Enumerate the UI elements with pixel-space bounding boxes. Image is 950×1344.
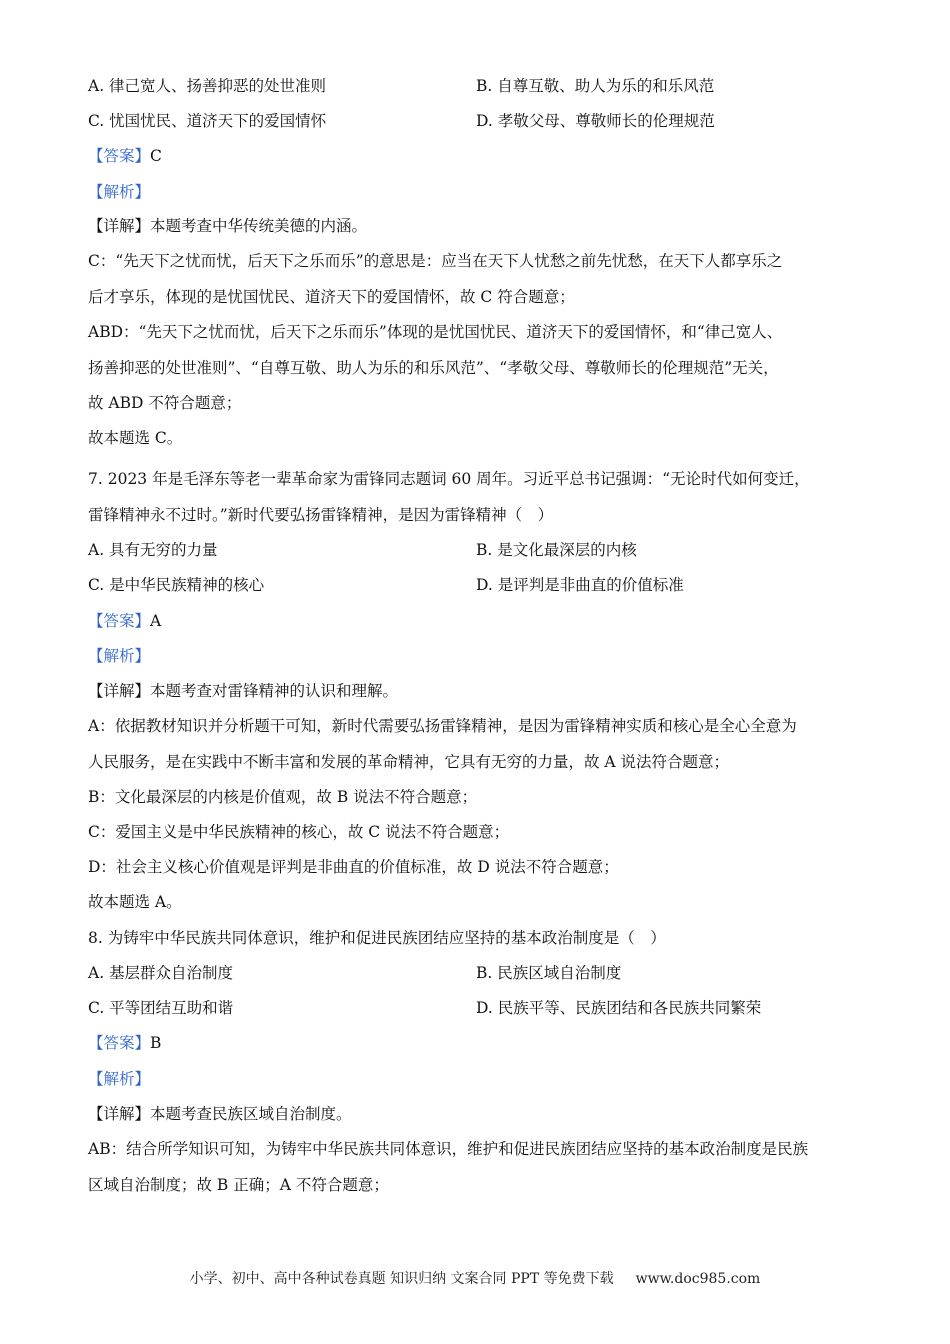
q7-line: C：爱国主义是中华民族精神的核心，故 C 说法不符合题意； — [88, 823, 510, 841]
detail-tag: 【详解】 — [88, 682, 151, 700]
q6-line: 扬善抑恶的处世准则”、“自尊互敬、助人为乐的和乐风范”、“孝敬父母、尊敬师长的伦理规范”无关， — [88, 359, 779, 377]
q6-line: ABD：“先天下之忧而忧，后天下之乐而乐”体现的是忧国忧民、道济天下的爱国情怀，和“律己宽人、 — [88, 323, 783, 341]
answer-value: C — [150, 147, 162, 165]
q7-line: 人民服务，是在实践中不断丰富和发展的革命精神，它具有无穷的力量，故 A 说法符合题意； — [88, 753, 730, 771]
detail-text: 本题考查民族区域自治制度。 — [150, 1105, 352, 1123]
q6-line: 后才享乐，体现的是忧国忧民、道济天下的爱国情怀，故 C 符合题意； — [88, 288, 575, 306]
q7-line: 故本题选 A。 — [88, 893, 182, 911]
q7-line: D：社会主义核心价值观是评判是非曲直的价值标准，故 D 说法不符合题意； — [88, 858, 619, 876]
q7-detail — [88, 679, 878, 703]
q8-option-d: D. 民族平等、民族团结和各民族共同繁荣 — [476, 999, 762, 1017]
detail-text: 本题考查对雷锋精神的认识和理解。 — [150, 682, 399, 700]
answer-value: A — [150, 612, 162, 630]
q8-detail — [88, 1102, 878, 1126]
q7-analysis-tag: 【解析】 — [88, 647, 151, 665]
q7-line: A：依据教材知识并分析题干可知，新时代需要弘扬雷锋精神，是因为雷锋精神实质和核心是全心全意为 — [88, 717, 797, 735]
answer-value: B — [150, 1034, 162, 1052]
q8-option-b: B. 民族区域自治制度 — [476, 964, 622, 982]
q7-stem: 雷锋精神永不过时。”新时代要弘扬雷锋精神，是因为雷锋精神（ ） — [88, 506, 554, 524]
footer-text: 小学、初中、高中各种试卷真题 知识归纳 文案合同 PPT 等免费下载 — [189, 1271, 614, 1287]
q8-line: AB：结合所学知识可知，为铸牢中华民族共同体意识，维护和促进民族团结应坚持的基本政治制度是民族 — [88, 1140, 809, 1158]
q7-answer — [88, 609, 878, 633]
q6-analysis-tag: 【解析】 — [88, 183, 151, 201]
q7-line: B：文化最深层的内核是价值观，故 B 说法不符合题意； — [88, 788, 478, 806]
q6-option-a: A. 律己宽人、扬善抑恶的处世准则 — [88, 77, 327, 95]
detail-tag: 【详解】 — [88, 1105, 151, 1123]
q6-option-c: C. 忧国忧民、道济天下的爱国情怀 — [88, 112, 327, 130]
detail-text: 本题考查中华传统美德的内涵。 — [150, 217, 368, 235]
detail-tag: 【详解】 — [88, 217, 151, 235]
answer-tag: 【答案】 — [88, 612, 151, 630]
q8-option-c: C. 平等团结互助和谐 — [88, 999, 234, 1017]
footer-url[interactable]: www.doc985.com — [635, 1271, 761, 1287]
q8-answer — [88, 1031, 878, 1055]
q6-line: 故 ABD 不符合题意； — [88, 394, 242, 412]
q6-line: 故本题选 C。 — [88, 429, 183, 447]
q7-option-c: C. 是中华民族精神的核心 — [88, 576, 265, 594]
q8-option-a: A. 基层群众自治制度 — [88, 964, 234, 982]
q7-option-d: D. 是评判是非曲直的价值标准 — [476, 576, 684, 594]
q8-analysis-tag: 【解析】 — [88, 1070, 151, 1088]
q7-stem: 7. 2023 年是毛泽东等老一辈革命家为雷锋同志题词 60 周年。习近平总书记强调：“无论时代如何变迁， — [88, 470, 810, 488]
answer-tag: 【答案】 — [88, 147, 151, 165]
q6-detail — [88, 214, 878, 238]
q7-option-b: B. 是文化最深层的内核 — [476, 541, 637, 559]
q8-stem: 8. 为铸牢中华民族共同体意识，维护和促进民族团结应坚持的基本政治制度是（ ） — [88, 929, 666, 947]
q6-option-d: D. 孝敬父母、尊敬师长的伦理规范 — [476, 112, 715, 130]
q7-option-a: A. 具有无穷的力量 — [88, 541, 218, 559]
q6-answer — [88, 144, 878, 168]
q6-line: C：“先天下之忧而忧，后天下之乐而乐”的意思是：应当在天下人忧愁之前先忧愁，在天下人都享乐之 — [88, 252, 783, 270]
q6-option-b: B. 自尊互敬、助人为乐的和乐风范 — [476, 77, 715, 95]
q8-line: 区域自治制度；故 B 正确；A 不符合题意； — [88, 1176, 389, 1194]
answer-tag: 【答案】 — [88, 1034, 151, 1052]
page-footer — [0, 1268, 950, 1288]
